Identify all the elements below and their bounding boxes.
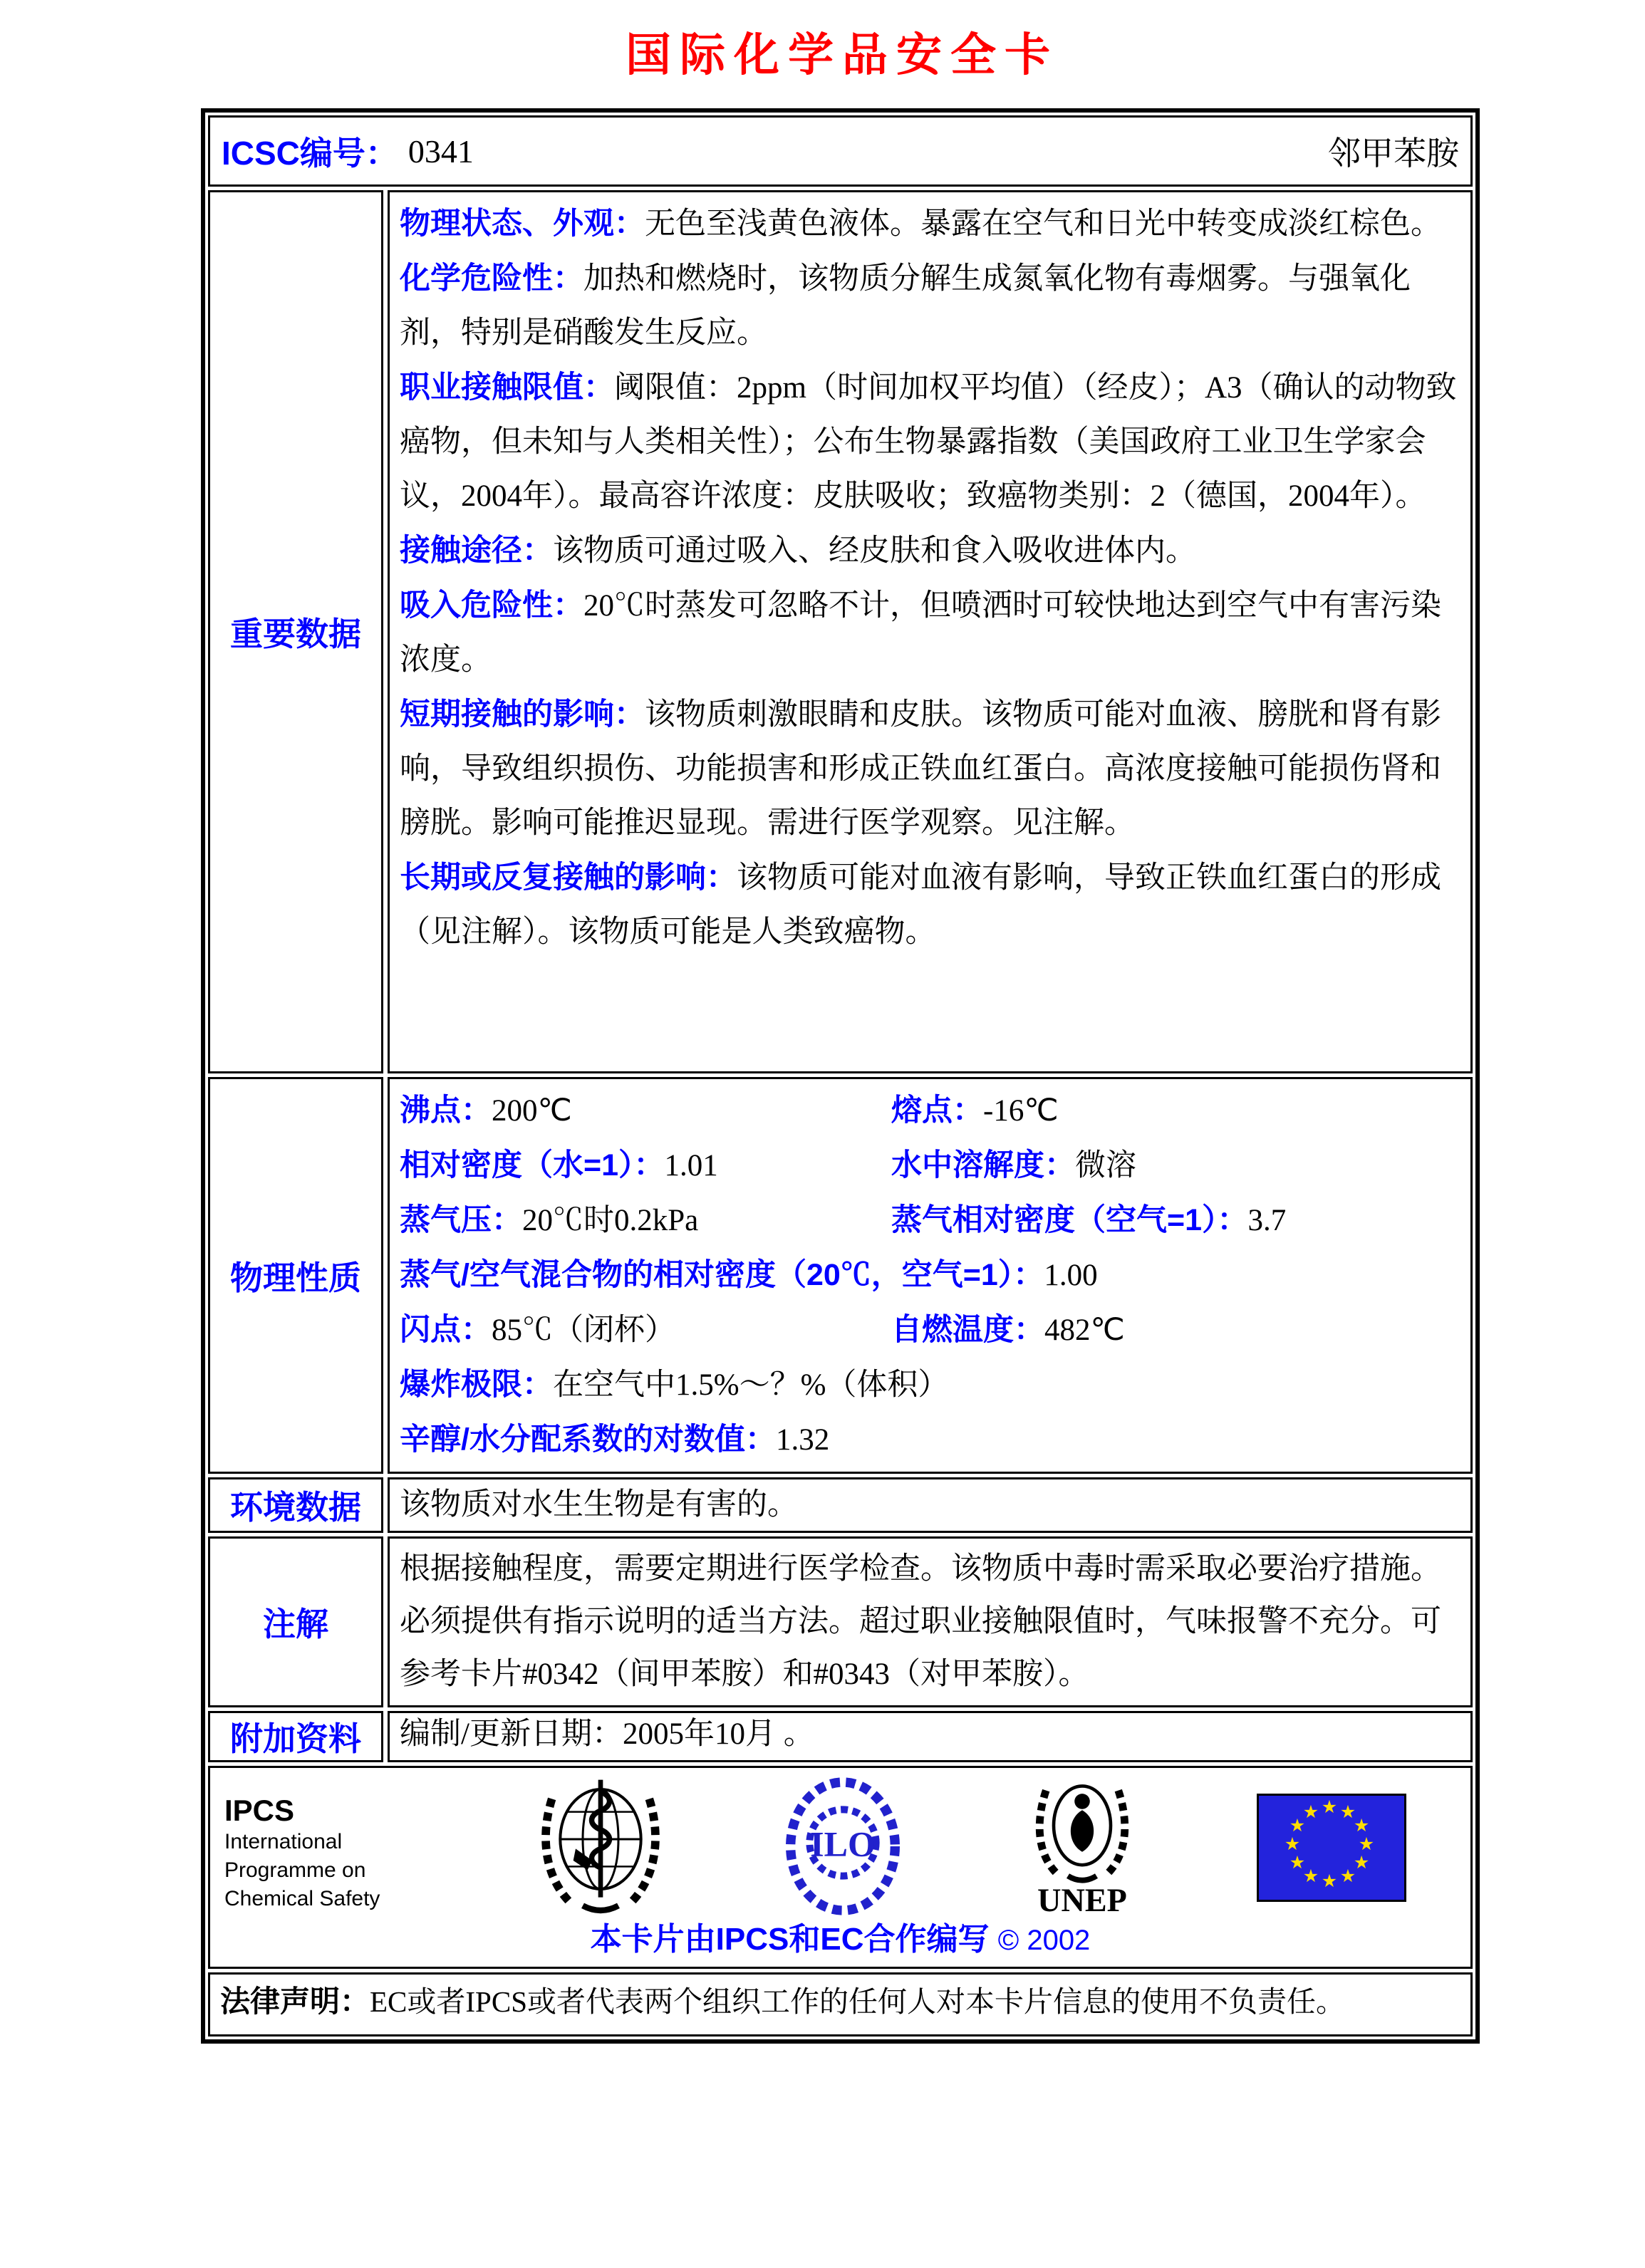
unep-logo [1019, 1775, 1146, 1918]
physical-property-pair [400, 1259, 1098, 1292]
physical-property-line [400, 1083, 1460, 1138]
important-data-item [400, 578, 1460, 687]
physical-property-pair [891, 1149, 1136, 1182]
icsc-card-table [201, 108, 1480, 2044]
important-data-item [400, 687, 1460, 850]
physical-property-label: 水中溶解度： [891, 1148, 1075, 1182]
physical-property-value: 20℃时0.2kPa [522, 1204, 699, 1237]
page-title: 国际化学品安全卡 [626, 29, 1059, 80]
ilo-logo [777, 1775, 908, 1918]
additional-info-row-label: 附加资料 [208, 1711, 383, 1762]
important-data-item-text: 无色至浅黄色液体。暴露在空气和日光中转变成淡红棕色。 [645, 207, 1441, 241]
physical-property-line [400, 1303, 1460, 1358]
svg-text:ILO: ILO [809, 1824, 876, 1864]
physical-property-value: 在空气中1.5%～？%（体积） [553, 1368, 949, 1402]
physical-property-label: 相对密度（水=1）： [400, 1148, 665, 1182]
legal-text: EC或者IPCS或者代表两个组织工作的任何人对本卡片信息的使用不负责任。 [370, 1985, 1346, 2018]
physical-property-value: 1.32 [775, 1423, 830, 1457]
environmental-data-content: 该物质对水生生物是有害的。 [388, 1477, 1473, 1533]
eu-star-icon: ★ [1302, 1802, 1319, 1822]
physical-property-line [400, 1358, 1460, 1413]
physical-property-value: 3.7 [1247, 1204, 1287, 1237]
important-data-item [400, 197, 1460, 251]
physical-property-line [400, 1248, 1460, 1303]
eu-star-icon: ★ [1284, 1835, 1301, 1854]
ipcs-subtitle-line: International [224, 1830, 343, 1853]
eu-star-icon: ★ [1358, 1835, 1375, 1854]
important-data-item-label: 接触途径： [400, 534, 553, 568]
physical-property-value: -16℃ [983, 1094, 1059, 1128]
legal-cell [208, 1972, 1473, 2036]
physical-property-value: 1.00 [1044, 1259, 1098, 1292]
important-data-row [208, 190, 1473, 1073]
important-data-item [400, 524, 1460, 578]
update-date-label: 编制/更新日期： [400, 1717, 623, 1751]
legal-label: 法律声明： [220, 1984, 370, 2018]
physical-properties-content [388, 1077, 1473, 1474]
physical-property-value: 482℃ [1044, 1314, 1125, 1347]
environmental-data-row-label: 环境数据 [208, 1477, 383, 1533]
eu-star-icon: ★ [1302, 1867, 1319, 1887]
physical-property-pair [400, 1138, 891, 1193]
important-data-item-label: 物理状态、外观： [400, 207, 645, 241]
ipcs-title: IPCS [224, 1794, 295, 1827]
important-data-item-text: 该物质可通过吸入、经皮肤和食入吸收进体内。 [553, 534, 1196, 568]
physical-property-label: 闪点： [400, 1313, 492, 1347]
update-date-value: 2005年10月 。 [622, 1717, 814, 1751]
header-cell [208, 115, 1473, 187]
important-data-item-text: 该物质可能对血液有影响，导致正铁血红蛋白的形成（见注解）。该物质可能是人类致癌物。 [400, 861, 1441, 949]
important-data-item [400, 850, 1460, 959]
eu-flag [1257, 1794, 1406, 1902]
eu-star-icon: ★ [1321, 1798, 1338, 1817]
environmental-data-row [208, 1477, 1473, 1533]
important-data-item-label: 短期接触的影响： [400, 697, 645, 732]
ipcs-subtitle-line: Chemical Safety [224, 1887, 380, 1910]
notes-row [208, 1536, 1473, 1707]
who-logo [535, 1775, 666, 1918]
physical-property-label: 蒸气相对密度（空气=1）： [891, 1203, 1248, 1237]
physical-property-pair [891, 1204, 1286, 1237]
physical-property-label: 蒸气/空气混合物的相对密度（20℃，空气=1）： [400, 1258, 1044, 1292]
physical-property-label: 爆炸极限： [400, 1368, 553, 1402]
icsc-number-value: 0341 [408, 132, 474, 170]
important-data-item-label: 职业接触限值： [400, 370, 614, 405]
additional-info-row [208, 1711, 1473, 1762]
physical-property-line [400, 1138, 1460, 1193]
important-data-item-text: 20℃时蒸发可忽略不计，但喷洒时可较快地达到空气中有害污染浓度。 [400, 589, 1441, 677]
eu-star-icon: ★ [1339, 1867, 1356, 1887]
physical-property-pair [400, 1368, 948, 1402]
eu-star-icon: ★ [1321, 1872, 1338, 1891]
physical-property-line [400, 1193, 1460, 1248]
physical-properties-row-label: 物理性质 [208, 1077, 383, 1474]
important-data-item-label: 长期或反复接触的影响： [400, 860, 737, 895]
notes-row-label: 注解 [208, 1536, 383, 1707]
physical-property-value: 1.01 [664, 1149, 718, 1182]
physical-property-label: 自燃温度： [891, 1313, 1044, 1347]
physical-property-value: 200℃ [492, 1094, 572, 1128]
physical-property-label: 熔点： [891, 1093, 983, 1128]
cooperation-caption [224, 1920, 1456, 1960]
physical-property-pair [891, 1314, 1125, 1347]
physical-property-pair [400, 1423, 829, 1457]
eu-star-icon: ★ [1353, 1853, 1370, 1873]
physical-property-value: 微溶 [1075, 1149, 1136, 1182]
important-data-item-text: 阈限值：2ppm（时间加权平均值）（经皮）；A3（确认的动物致癌物，但未知与人类相关性）；公布生物暴露指数（美国政府工业卫生学家会议，2004年）。最高容许浓度：皮肤吸收；致癌物类别：2（德国，2004年）。 [400, 371, 1457, 513]
chemical-name: 邻甲苯胺 [1328, 135, 1459, 172]
additional-info-content [388, 1711, 1473, 1762]
physical-properties-row [208, 1077, 1473, 1474]
important-data-item-text: 加热和燃烧时，该物质分解生成氮氧化物有毒烟雾。与强氧化剂，特别是硝酸发生反应。 [400, 262, 1411, 350]
important-data-item-label: 吸入危险性： [400, 588, 583, 623]
important-data-item-label: 化学危险性： [400, 261, 583, 296]
physical-property-label: 沸点： [400, 1093, 492, 1128]
header-row [208, 115, 1473, 187]
eu-star-icon: ★ [1353, 1816, 1370, 1836]
legal-row [208, 1972, 1473, 2036]
physical-property-pair [400, 1303, 891, 1358]
logos-cell [208, 1766, 1473, 1969]
physical-property-value: 85℃（闭杯） [492, 1314, 675, 1347]
physical-property-pair [891, 1094, 1059, 1128]
eu-star-icon: ★ [1289, 1853, 1306, 1873]
unep-label: UNEP [1037, 1881, 1128, 1918]
logos-row [208, 1766, 1473, 1969]
cooperation-caption-text: 本卡片由IPCS和EC合作编写 [590, 1922, 990, 1957]
notes-content: 根据接触程度，需要定期进行医学检查。该物质中毒时需采取必要治疗措施。必须提供有指示说明的适当方法。超过职业接触限值时，气味报警不充分。可参考卡片#0342（间甲苯胺）和#0343（对甲苯胺）。 [388, 1536, 1473, 1707]
important-data-item [400, 360, 1460, 524]
physical-property-label: 辛醇/水分配系数的对数值： [400, 1422, 776, 1457]
physical-property-pair [400, 1193, 891, 1248]
important-data-item-text: 该物质刺激眼睛和皮肤。该物质可能对血液、膀胱和肾有影响，导致组织损伤、功能损害和形成正铁血红蛋白。高浓度接触可能损伤肾和膀胱。影响可能推迟显现。需进行医学观察。见注解。 [400, 698, 1441, 840]
important-data-row-label: 重要数据 [208, 190, 383, 1073]
important-data-item [400, 251, 1460, 360]
important-data-content [388, 190, 1473, 1073]
ipcs-text-block [224, 1775, 424, 1913]
copyright-text: © 2002 [997, 1925, 1091, 1956]
eu-star-icon: ★ [1339, 1802, 1356, 1822]
ipcs-subtitle-line: Programme on [224, 1858, 366, 1882]
physical-property-label: 蒸气压： [400, 1203, 522, 1237]
icsc-number-label: ICSC编号： [222, 135, 398, 172]
eu-star-icon: ★ [1289, 1816, 1306, 1836]
physical-property-pair [400, 1083, 891, 1138]
physical-property-line [400, 1413, 1460, 1467]
